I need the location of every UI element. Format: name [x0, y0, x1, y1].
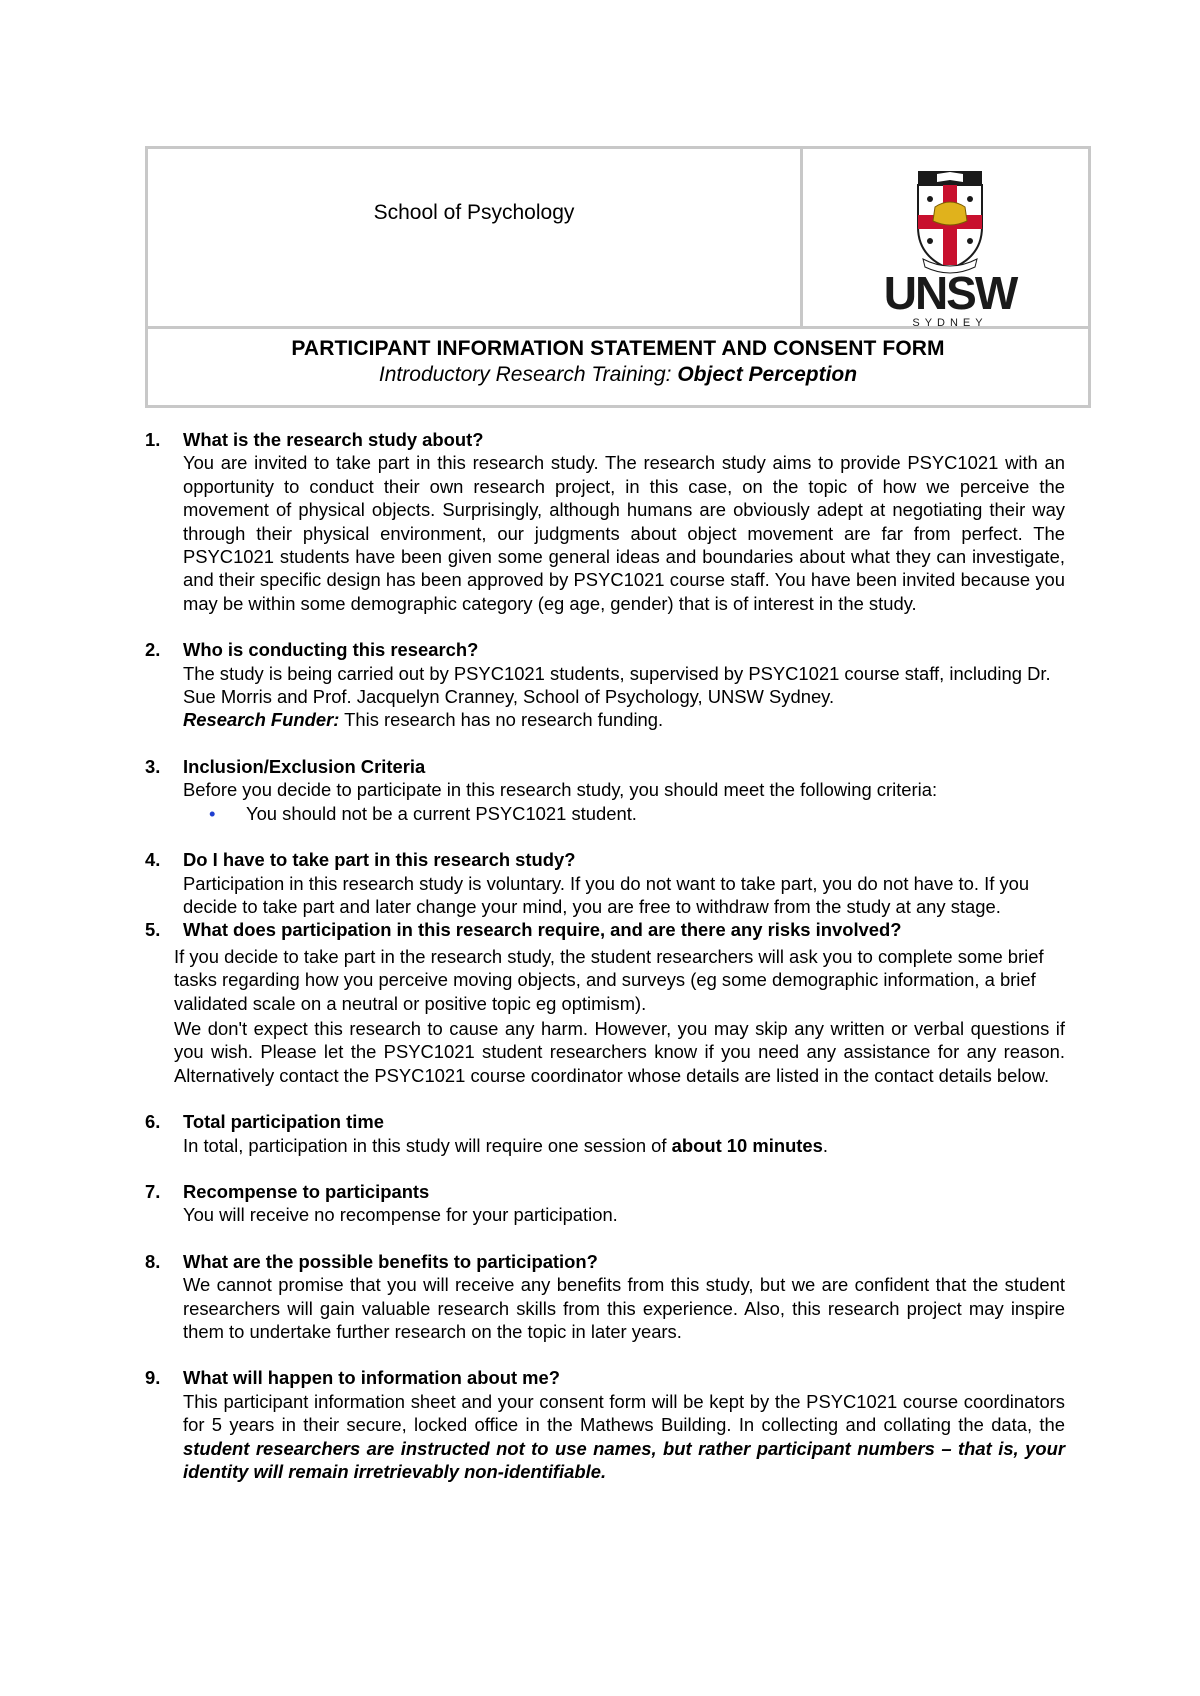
funder-text: This research has no research funding.	[339, 709, 664, 731]
section-body: If you decide to take part in the research study, the student researchers will ask you to complete some brief tasks regarding how you perceive moving objects, and surveys (eg some demographic information, a brief validated scale on a neutral or positive topic eg optimism).	[174, 945, 1044, 1014]
school-name: School of Psychology	[373, 201, 575, 224]
section-8	[145, 1250, 1065, 1344]
funder-label: Research Funder:	[183, 709, 340, 731]
section-title: What are the possible benefits to participation?	[183, 1250, 598, 1272]
section-body	[183, 1134, 1065, 1157]
section-number: 6.	[145, 1111, 161, 1133]
section-title: What does participation in this research require, and are there any risks involved?	[183, 919, 902, 941]
session-duration: about 10 minutes	[671, 1134, 823, 1156]
section-1	[145, 428, 1065, 615]
logo-lion-icon	[933, 202, 967, 225]
section-number: 9.	[145, 1367, 161, 1389]
list-item-text: You should not be a current PSYC1021 student.	[246, 802, 637, 824]
section-body: You will receive no recompense for your participation.	[183, 1204, 618, 1226]
section-title: What will happen to information about me?	[183, 1367, 560, 1389]
section-number: 2.	[145, 639, 161, 661]
section-7	[145, 1180, 1065, 1227]
section-2	[145, 638, 1065, 732]
header-table	[145, 146, 1091, 408]
section-body: You are invited to take part in this research study. The research study aims to provide PSYC1021 with an opportunity to conduct their own research project, in this case, on the topic of how we perceive the movement of physical objects. Surprisingly, although humans are obviously adept at negotiating their way through their physical environment, our judgments about object movement are far from perfect. The PSYC1021 students have been given some general ideas and boundaries about what they can investigate, and their specific design has been approved by PSYC1021 course staff. You have been invited because you may be within some demographic category (eg age, gender) that is of interest in the study.	[183, 452, 1065, 614]
section-body-text: In total, participation in this study will require one session of	[183, 1134, 672, 1156]
logo-sub-wordmark: SYDNEY	[912, 317, 988, 329]
logo-wordmark: UNSW	[883, 267, 1017, 319]
section-body-2: We don't expect this research to cause any harm. However, you may skip any written or verbal questions if you wish. Please let the PSYC1021 student researchers know if you need any assistance for any reason. Alternatively contact the PSYC1021 course coordinator whose details are listed in the contact details below.	[174, 1017, 1065, 1086]
section-title: Total participation time	[183, 1111, 384, 1133]
section-9	[145, 1366, 1065, 1483]
logo-star-icon	[967, 196, 973, 202]
header-logo-cell	[803, 149, 1088, 329]
section-5	[145, 918, 1065, 1087]
section-4	[145, 848, 1065, 918]
section-3	[145, 755, 1065, 825]
logo-star-icon	[967, 238, 973, 244]
section-body-text: The study is being carried out by PSYC1021 students, supervised by PSYC1021 course staff, including Dr. Sue Morris and Prof. Jacquelyn Cranney, School of Psychology, UNSW Sydney.	[183, 662, 1051, 708]
section-body	[183, 1390, 1065, 1484]
unsw-logo	[875, 169, 1025, 329]
section-body-suffix: .	[822, 1134, 829, 1156]
section-body-text: This participant information sheet and your consent form will be kept by the PSYC1021 course coordinators for 5 years in their secure, locked office in the Mathews Building. In collecting and collating the data, the	[183, 1390, 1065, 1436]
section-number: 8.	[145, 1250, 161, 1272]
section-6	[145, 1110, 1065, 1157]
logo-star-icon	[927, 238, 933, 244]
section-body: Participation in this research study is voluntary. If you do not want to take part, you do not have to. If you decide to take part and later change your mind, you are free to withdraw from the study at any stage.	[183, 872, 1030, 917]
section-number: 5.	[145, 919, 161, 941]
subtitle-prefix: Introductory Research Training:	[378, 363, 678, 386]
header-title-row	[148, 329, 1088, 405]
section-body: Before you decide to participate in this research study, you should meet the following criteria:	[183, 779, 938, 801]
list-item	[209, 802, 1065, 825]
sections-list	[145, 428, 1065, 1506]
section-number: 7.	[145, 1180, 161, 1202]
section-title: Recompense to participants	[183, 1180, 430, 1202]
section-number: 4.	[145, 849, 161, 871]
logo-star-icon	[927, 196, 933, 202]
section-title: Who is conducting this research?	[183, 639, 479, 661]
document-subtitle	[148, 363, 1088, 387]
section-body: We cannot promise that you will receive any benefits from this study, but we are confident that the student researchers will gain valuable research skills from this experience. Also, this research project may inspire them to undertake further research on the topic in later years.	[183, 1274, 1065, 1342]
section-number: 1.	[145, 429, 161, 450]
document-title: PARTICIPANT INFORMATION STATEMENT AND CONSENT FORM	[291, 337, 945, 360]
header-top-row	[148, 149, 1088, 329]
section-body	[183, 662, 1065, 732]
bullet-icon: •	[209, 802, 216, 824]
subtitle-topic: Object Perception	[677, 363, 858, 386]
section-title: What is the research study about?	[183, 429, 484, 450]
section-title: Do I have to take part in this research study?	[183, 849, 576, 871]
criteria-list	[209, 802, 1065, 825]
privacy-emphasis: student researchers are instructed not to use names, but rather participant numbers – that is, your identity will remain irretrievably non-identifiable.	[183, 1437, 1065, 1483]
header-school-cell	[148, 149, 803, 326]
section-number: 3.	[145, 755, 161, 777]
section-title: Inclusion/Exclusion Criteria	[183, 755, 426, 777]
